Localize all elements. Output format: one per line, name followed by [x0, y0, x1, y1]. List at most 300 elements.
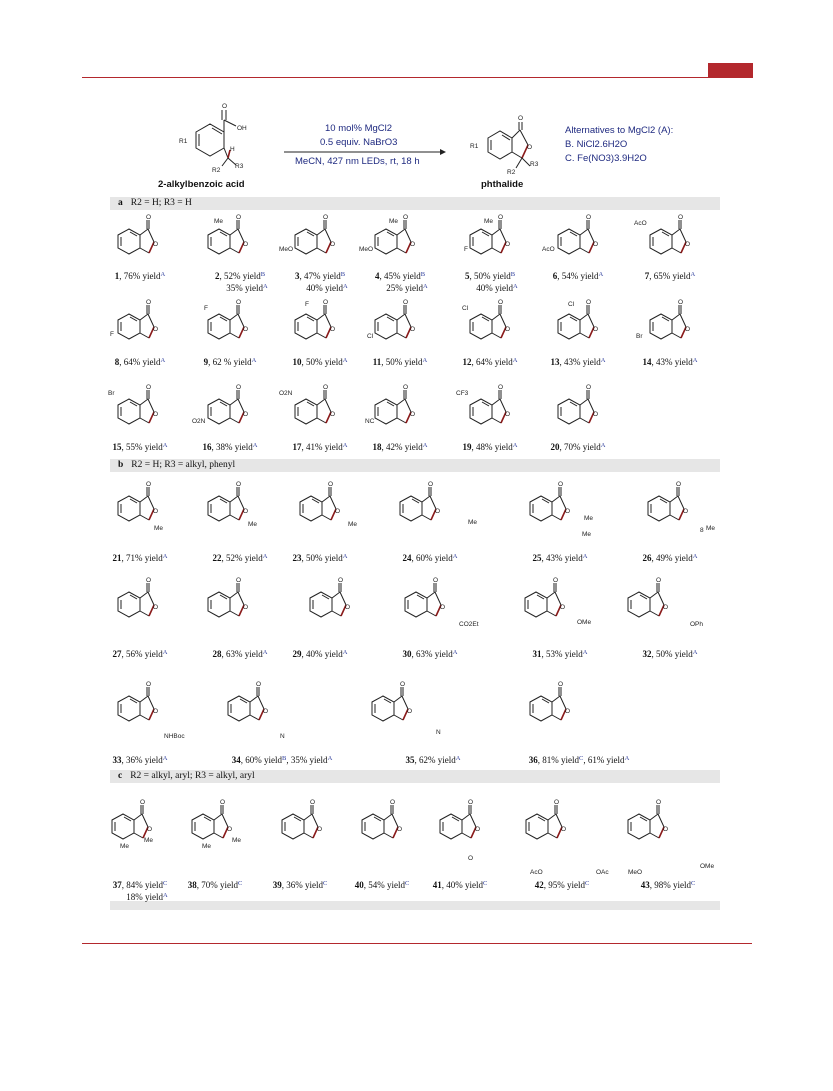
svg-text:O: O	[146, 214, 152, 221]
compound-number: 13	[550, 357, 560, 367]
alternative-b: B. NiCl2.6H2O	[565, 139, 628, 150]
yield-condition: A	[452, 649, 458, 656]
product-r1: R1	[470, 143, 479, 150]
yield-value: 43% yield	[564, 357, 601, 367]
compound-18-caption: 18, 42% yield$^A$	[372, 442, 428, 452]
compound-30-caption: 30, 63% yield$^A$	[402, 649, 458, 659]
compound-26-caption: 26, 49% yield$^A$	[642, 553, 698, 563]
svg-text:O: O	[553, 577, 559, 584]
yield-condition: A	[342, 649, 348, 656]
yield-condition-2: A	[423, 282, 428, 290]
substituent-label: OMe	[577, 619, 592, 626]
substituent-label: Me	[348, 521, 358, 528]
compound-41-structure	[430, 800, 525, 870]
yield-condition: B	[420, 271, 426, 278]
compound-34-caption: 34, 60% yield$^B$, 35% yield$^A$	[231, 755, 333, 765]
yield-value-2: 61% yield	[587, 755, 625, 765]
svg-text:O: O	[243, 508, 249, 515]
yield-value: 63% yield	[226, 649, 263, 659]
svg-text:O: O	[397, 826, 403, 833]
yield-condition: A	[162, 649, 168, 656]
yield-condition: A	[582, 649, 588, 656]
compound-10-caption: 10, 50% yield$^A$	[292, 357, 348, 367]
svg-text:O: O	[328, 481, 334, 488]
svg-text:O: O	[678, 299, 684, 306]
r3-label: R3	[235, 163, 244, 170]
yield-condition-2: A	[327, 755, 333, 762]
svg-text:O: O	[410, 411, 416, 418]
compound-29-caption: 29, 40% yield$^A$	[292, 649, 348, 659]
yield-value: 81% yield	[542, 755, 579, 765]
substituent-label: MeO	[359, 246, 374, 253]
yield-value: 50% yield	[306, 553, 343, 563]
compound-26-structure	[638, 482, 733, 552]
svg-text:O: O	[236, 214, 242, 221]
yield-condition: A	[582, 553, 588, 560]
svg-text:O: O	[475, 826, 481, 833]
yield-condition: A	[690, 271, 696, 278]
svg-text:O: O	[153, 604, 159, 611]
compound-number: 34	[231, 755, 241, 765]
yield-condition: C	[584, 880, 590, 887]
yield-value: 40% yield	[446, 880, 483, 890]
svg-text:O: O	[498, 214, 504, 221]
substituent-label: AcO	[530, 869, 543, 876]
compound-number: 21	[112, 553, 122, 563]
alternatives-title: Alternatives to MgCl2 (A):	[565, 125, 674, 136]
compound-number: 36	[528, 755, 538, 765]
substituent-label: Me	[120, 843, 130, 850]
condition-solvent: MeCN, 427 nm LEDs, rt, 18 h	[295, 156, 420, 167]
svg-text:O: O	[428, 481, 434, 488]
compound-6-caption: 6, 54% yield$^A$	[552, 271, 604, 281]
yield-value: 60% yield	[416, 553, 453, 563]
svg-text:O: O	[407, 708, 413, 715]
compound-42-caption: 42, 95% yield$^C$	[534, 880, 590, 890]
compound-43-structure	[618, 799, 715, 876]
yield-condition: A	[692, 649, 698, 656]
yield-value: 64% yield	[476, 357, 513, 367]
compound-number: 30	[402, 649, 412, 659]
yield-value: 55% yield	[126, 442, 163, 452]
yield-condition: A	[162, 553, 168, 560]
substituent-label: 8	[700, 527, 704, 534]
substituent-label: AcO	[634, 220, 647, 227]
svg-text:O: O	[685, 326, 691, 333]
compound-number: 22	[212, 553, 222, 563]
substituent-label: Me	[214, 218, 224, 225]
svg-text:O: O	[345, 604, 351, 611]
svg-text:O: O	[323, 384, 329, 391]
yield-value: 64% yield	[123, 357, 161, 367]
substituent-label: N	[436, 729, 441, 736]
substituent-label: Me	[154, 525, 164, 532]
compound-25-structure	[520, 482, 615, 552]
compound-number: 7	[644, 271, 650, 281]
oh-label: OH	[237, 125, 247, 132]
substituent-label: OMe	[700, 863, 715, 870]
svg-text:O: O	[146, 481, 152, 488]
svg-text:O: O	[558, 481, 564, 488]
section-title: R2 = H; R3 = alkyl, phenyl	[131, 460, 236, 470]
compound-number: 16	[202, 442, 212, 452]
svg-text:O: O	[593, 241, 599, 248]
yield-value: 70% yield	[564, 442, 601, 452]
svg-text:O: O	[505, 411, 511, 418]
svg-text:O: O	[498, 299, 504, 306]
svg-text:O: O	[140, 799, 146, 806]
yield-value: 48% yield	[476, 442, 513, 452]
svg-text:O: O	[335, 508, 341, 515]
substituent-label: AcO	[542, 246, 555, 253]
yield-condition: A	[342, 442, 348, 449]
compound-23-structure	[290, 482, 385, 552]
product-carbonyl-o: O	[518, 115, 524, 122]
substituent-label: Br	[108, 390, 115, 397]
svg-text:O: O	[565, 708, 571, 715]
compound-15-caption: 15, 55% yield$^A$	[112, 442, 168, 452]
svg-text:O: O	[146, 384, 152, 391]
condition-oxidant: 0.5 equiv. NaBrO3	[320, 137, 398, 148]
r2-label: R2	[212, 167, 221, 174]
svg-text:O: O	[403, 214, 409, 221]
yield-value-2: 40% yield	[306, 282, 344, 293]
substituent-label: Me	[582, 531, 592, 538]
section-letter: a	[118, 198, 123, 208]
compound-number: 31	[532, 649, 542, 659]
yield-condition: A	[162, 442, 168, 449]
yield-condition: A	[160, 357, 166, 364]
substituent-label: F	[464, 246, 468, 253]
yield-condition: A	[342, 357, 348, 364]
svg-text:O: O	[586, 214, 592, 221]
svg-text:O: O	[558, 681, 564, 688]
substituent-label: Me	[232, 837, 242, 844]
svg-text:O: O	[310, 799, 316, 806]
substituent-label: F	[204, 305, 208, 312]
yield-value-2: 35% yield	[290, 755, 328, 765]
svg-text:O: O	[685, 241, 691, 248]
table-end-bar	[110, 901, 720, 910]
yield-value: 50% yield	[656, 649, 693, 659]
yield-condition: A	[600, 357, 606, 364]
compound-2-caption: 2, 52% yield$^B$ 35% yield$^A$	[214, 271, 268, 293]
compound-20-caption: 20, 70% yield$^A$	[550, 442, 606, 452]
substituent-label: Me	[144, 837, 154, 844]
compound-39-caption: 39, 36% yield$^C$	[272, 880, 328, 890]
substituent-label: MeO	[628, 869, 643, 876]
compound-number: 23	[292, 553, 302, 563]
svg-text:O: O	[243, 241, 249, 248]
yield-value: 71% yield	[126, 553, 163, 563]
svg-text:O: O	[678, 214, 684, 221]
compound-21-caption: 21, 71% yield$^A$	[112, 553, 168, 563]
yield-condition-2: A	[624, 755, 630, 762]
compound-43-caption: 43, 98% yield$^C$	[640, 880, 696, 890]
compound-number: 43	[640, 880, 650, 890]
section-letter: c	[118, 771, 123, 781]
yield-value-2: 25% yield	[386, 282, 424, 293]
yield-condition: A	[252, 442, 258, 449]
svg-text:O: O	[330, 411, 336, 418]
compound-31-structure	[515, 578, 610, 648]
svg-text:O: O	[656, 799, 662, 806]
svg-text:O: O	[400, 681, 406, 688]
yield-value: 98% yield	[654, 880, 691, 890]
svg-text:O: O	[403, 384, 409, 391]
svg-text:O: O	[505, 241, 511, 248]
compound-5-caption: 5, 50% yield$^B$ 40% yield$^A$	[464, 271, 518, 293]
compound-21-structure	[108, 482, 203, 552]
compound-number: 10	[292, 357, 302, 367]
yield-condition: A	[342, 553, 348, 560]
alternative-c: C. Fe(NO3)3.9H2O	[565, 153, 647, 164]
substituent-label: O2N	[192, 418, 206, 425]
yield-value: 40% yield	[306, 649, 343, 659]
yield-value-2: 40% yield	[476, 282, 514, 293]
section-title: R2 = H; R3 = H	[130, 198, 192, 208]
yield-condition: A	[422, 357, 428, 364]
yield-condition: A	[455, 755, 461, 762]
substituent-label: O2N	[279, 390, 293, 397]
svg-text:O: O	[330, 326, 336, 333]
svg-text:O: O	[146, 681, 152, 688]
compound-11-caption: 11, 50% yield$^A$	[372, 357, 428, 367]
compound-32-structure	[618, 578, 713, 648]
substituent-label: OPh	[690, 621, 704, 628]
yield-condition: A	[162, 755, 168, 762]
compound-32-caption: 32, 50% yield$^A$	[642, 649, 698, 659]
yield-value: 42% yield	[386, 442, 423, 452]
compound-number: 39	[272, 880, 282, 890]
yield-condition: C	[322, 880, 328, 887]
r1-label: R1	[179, 138, 188, 145]
svg-text:O: O	[317, 826, 323, 833]
svg-text:O: O	[403, 299, 409, 306]
svg-text:O: O	[390, 799, 396, 806]
compound-22-structure	[198, 482, 293, 552]
yield-condition: A	[598, 271, 604, 278]
compound-number: 1	[114, 271, 120, 281]
yield-condition: B	[260, 271, 266, 278]
compound-36-caption: 36, 81% yield$^C$, 61% yield$^A$	[528, 755, 630, 765]
compound-38-caption: 38, 70% yield$^C$	[187, 880, 243, 890]
yield-value: 70% yield	[201, 880, 238, 890]
compound-38-structure	[182, 800, 277, 870]
svg-text:O: O	[243, 604, 249, 611]
substituent-label: Me	[706, 525, 716, 532]
yield-condition: A	[160, 271, 166, 278]
svg-text:O: O	[561, 826, 567, 833]
yield-value: 50% yield	[306, 357, 343, 367]
product-structure	[470, 115, 539, 176]
svg-text:O: O	[153, 508, 159, 515]
compound-number: 37	[112, 880, 122, 890]
yield-value: 38% yield	[216, 442, 253, 452]
product-r3: R3	[530, 161, 539, 168]
section-letter: b	[118, 460, 124, 470]
yield-condition: A	[512, 442, 518, 449]
yield-value: 45% yield	[383, 271, 421, 281]
compound-28-caption: 28, 63% yield$^A$	[212, 649, 268, 659]
compound-number: 42	[534, 880, 544, 890]
compound-14-caption: 14, 43% yield$^A$	[642, 357, 698, 367]
yield-value: 49% yield	[656, 553, 693, 563]
compound-31-caption: 31, 53% yield$^A$	[532, 649, 588, 659]
yield-value: 36% yield	[286, 880, 323, 890]
compound-number: 14	[642, 357, 652, 367]
yield-condition: B	[510, 271, 516, 278]
substituent-label: Me	[468, 519, 478, 526]
yield-condition: C	[404, 880, 410, 887]
svg-text:O: O	[236, 384, 242, 391]
yield-condition-2: A	[343, 282, 348, 290]
compound-34-structure	[218, 682, 313, 752]
compound-13-caption: 13, 43% yield$^A$	[550, 357, 606, 367]
svg-text:O: O	[505, 326, 511, 333]
svg-text:O: O	[256, 681, 262, 688]
yield-value: 47% yield	[303, 271, 341, 281]
svg-text:O: O	[586, 299, 592, 306]
compound-number: 27	[112, 649, 122, 659]
compound-17-caption: 17, 41% yield$^A$	[292, 442, 348, 452]
substituent-label: Cl	[462, 305, 469, 312]
yield-condition: B	[340, 271, 346, 278]
svg-text:O: O	[663, 826, 669, 833]
svg-text:O: O	[565, 508, 571, 515]
svg-text:O: O	[147, 826, 153, 833]
yield-value: 84% yield	[126, 880, 163, 890]
svg-text:O: O	[153, 411, 159, 418]
compound-3-caption: 3, 47% yield$^B$ 40% yield$^A$	[294, 271, 348, 293]
substituent-label: Me	[248, 521, 258, 528]
compound-number: 17	[292, 442, 302, 452]
substituent-label: NC	[365, 418, 375, 425]
substituent-label: F	[305, 301, 309, 308]
yield-value: 36% yield	[126, 755, 163, 765]
yield-value: 41% yield	[306, 442, 343, 452]
compound-number: 20	[550, 442, 560, 452]
svg-text:O: O	[560, 604, 566, 611]
compound-number: 4	[374, 271, 380, 281]
yield-condition: A	[422, 442, 428, 449]
yield-value: 50% yield	[385, 357, 423, 367]
svg-text:O: O	[663, 604, 669, 611]
reactant-label: 2-alkylbenzoic acid	[158, 179, 245, 190]
yield-condition: A	[251, 357, 257, 364]
yield-value-2: 35% yield	[226, 282, 264, 293]
svg-text:O: O	[236, 577, 242, 584]
compound-33-caption: 33, 36% yield$^A$	[112, 755, 168, 765]
reactant-structure	[179, 103, 247, 174]
product-ring-o: O	[527, 144, 533, 151]
substituent-label: N	[280, 733, 285, 740]
yield-value: 43% yield	[546, 553, 583, 563]
svg-text:O: O	[153, 241, 159, 248]
substituent-label: O	[468, 855, 474, 862]
yield-value: 53% yield	[546, 649, 583, 659]
svg-text:O: O	[243, 411, 249, 418]
svg-text:O: O	[468, 799, 474, 806]
compound-number: 24	[402, 553, 412, 563]
svg-text:O: O	[153, 326, 159, 333]
compound-24-caption: 24, 60% yield$^A$	[402, 553, 458, 563]
yield-value: 62% yield	[419, 755, 456, 765]
svg-text:O: O	[683, 508, 689, 515]
compound-4-caption: 4, 45% yield$^B$ 25% yield$^A$	[374, 271, 428, 293]
yield-condition: A	[452, 553, 458, 560]
substituent-label: MeO	[279, 246, 294, 253]
compound-number: 6	[552, 271, 558, 281]
svg-text:O: O	[586, 384, 592, 391]
yield-value: 54% yield	[561, 271, 599, 281]
yield-value: 60% yield	[245, 755, 282, 765]
svg-text:O: O	[227, 826, 233, 833]
compound-16-caption: 16, 38% yield$^A$	[202, 442, 258, 452]
section-c-header	[110, 770, 720, 783]
svg-text:O: O	[338, 577, 344, 584]
yield-condition: A	[512, 357, 518, 364]
compound-number: 41	[432, 880, 442, 890]
yield-value: 65% yield	[653, 271, 691, 281]
compound-number: 11	[372, 357, 382, 367]
compound-number: 26	[642, 553, 652, 563]
svg-text:O: O	[676, 481, 682, 488]
svg-text:O: O	[435, 508, 441, 515]
substituent-label: Me	[584, 515, 594, 522]
section-b-header	[110, 459, 720, 472]
substituent-label: OAc	[596, 869, 609, 876]
svg-text:O: O	[330, 241, 336, 248]
substituent-label: CO2Et	[459, 621, 479, 628]
yield-value: 76% yield	[123, 271, 161, 281]
compound-33-structure	[108, 682, 203, 752]
yield-value: 52% yield	[223, 271, 261, 281]
compound-35-structure	[362, 682, 457, 752]
compound-41-caption: 41, 40% yield$^C$	[432, 880, 488, 890]
footer-rule	[82, 943, 752, 944]
compound-19-caption: 19, 48% yield$^A$	[462, 442, 518, 452]
svg-text:O: O	[323, 214, 329, 221]
yield-condition: C	[690, 880, 696, 887]
yield-condition-2: A	[513, 282, 518, 290]
compound-28-structure	[198, 578, 293, 648]
svg-text:O: O	[243, 326, 249, 333]
compound-number: 28	[212, 649, 222, 659]
yield-value: 50% yield	[473, 271, 511, 281]
yield-value: 52% yield	[226, 553, 263, 563]
svg-text:O: O	[440, 604, 446, 611]
compound-number: 38	[187, 880, 197, 890]
yield-condition: C	[162, 880, 168, 887]
svg-text:O: O	[433, 577, 439, 584]
compound-29-structure	[300, 578, 395, 648]
o-atom: O	[222, 103, 228, 110]
substituent-label: Me	[202, 843, 212, 850]
yield-value: 56% yield	[126, 649, 163, 659]
compound-36-structure	[520, 682, 615, 752]
compound-22-caption: 22, 52% yield$^A$	[212, 553, 268, 563]
compound-number: 8	[114, 357, 120, 367]
svg-text:O: O	[498, 384, 504, 391]
compound-number: 35	[405, 755, 415, 765]
substituent-label: Br	[636, 333, 643, 340]
compound-27-structure	[108, 578, 203, 648]
svg-text:O: O	[554, 799, 560, 806]
yield-value: 62 % yield	[212, 357, 252, 367]
yield-condition: C	[578, 755, 584, 762]
section-title: R2 = alkyl, aryl; R3 = alkyl, aryl	[130, 771, 255, 781]
